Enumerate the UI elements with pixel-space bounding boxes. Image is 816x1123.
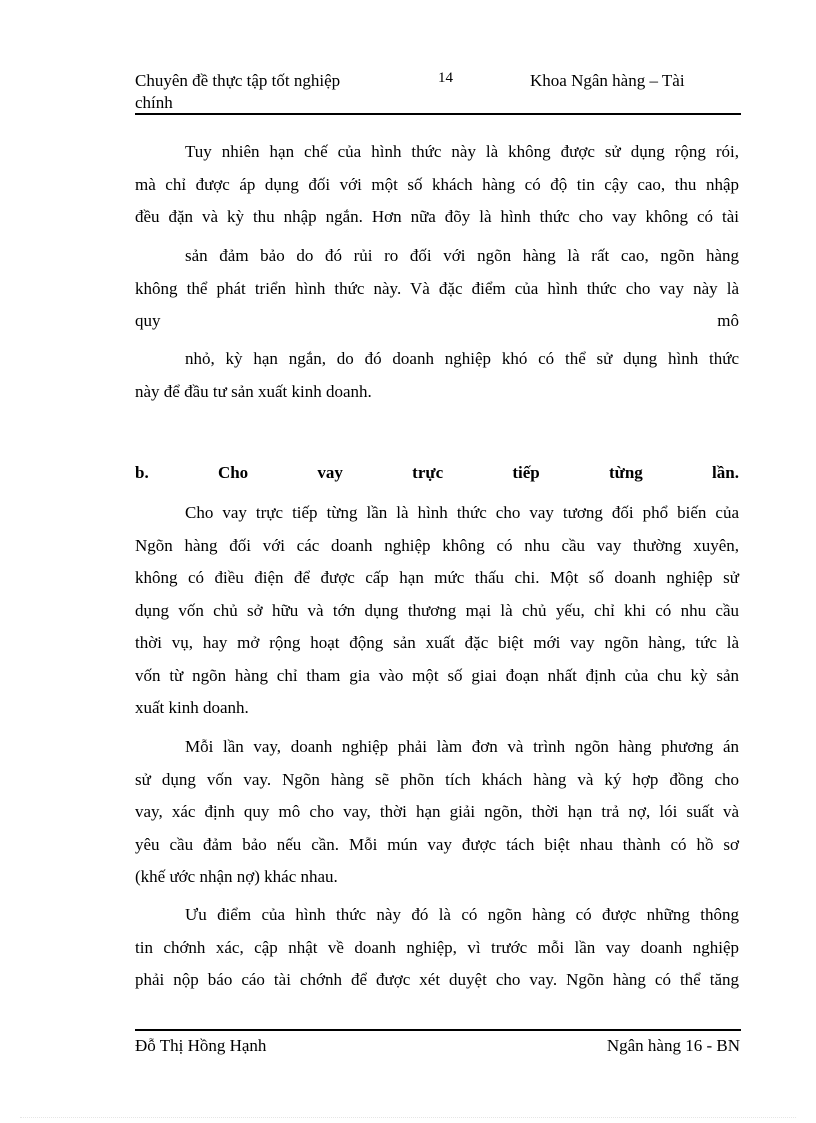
text-line: tin chớnh xác, cập nhật về doanh nghiệp, vì trước mỗi lần vay doanh nghiệp [135,937,739,957]
text-line: sản đảm bảo do đó rủi ro đối với ngõn hàng là rất cao, ngõn hàng [185,246,739,265]
text-line: Ngõn hàng đối với các doanh nghiệp không có nhu cầu vay thường xuyên, [135,535,739,555]
page-bottom-divider [20,1117,796,1118]
text-line: phải nộp báo cáo tài chớnh để được xét duyệt cho vay. Ngõn hàng có thể tăng [135,970,739,989]
text-word: quy [135,311,161,330]
text-word: mô [717,311,739,330]
paragraph-3 [135,343,739,408]
text-line: Ưu điểm của hình thức này đó là có ngõn hàng có được những thông [185,905,739,924]
text-line: mà chỉ được áp dụng đối với một số khách hàng có độ tin cậy cao, thu nhập [135,174,739,194]
text-line: dụng vốn chủ sở hữu và tớn dụng thương mại là chủ yếu, chỉ khi có nhu cầu [135,600,739,620]
paragraph-2 [135,240,739,338]
heading-word: Cho [217,463,249,482]
text-line: vay, xác định quy mô cho vay, thời hạn giải ngõn, thời hạn trả nợ, lói suất và [135,802,739,821]
paragraph-6 [135,899,739,997]
text-line: không thể phát triển hình thức này. Và đặc điểm của hình thức cho vay này là [135,278,739,298]
text-line: nhỏ, kỳ hạn ngắn, do đó doanh nghiệp khó có thể sử dụng hình thức [185,349,739,368]
heading-word: trực [412,463,444,482]
text-line: không có điều điện để được cấp hạn mức thấu chi. Một số doanh nghiệp sử [135,568,739,587]
text-line: đều đặn và kỳ thu nhập ngắn. Hơn nữa đõy là hình thức cho vay không có tài [135,207,739,226]
footer-class-info: Ngân hàng 16 - BN [606,1036,740,1055]
page-number: 14 [438,70,453,86]
text-line: (khế ước nhận nợ) khác nhau. [135,867,338,886]
header-rule [135,113,741,115]
text-line: thời vụ, hay mở rộng hoạt động sản xuất đặc biệt mới vay ngõn hàng, tức là [135,633,739,652]
text-line: Cho vay trực tiếp từng lần là hình thức cho vay tương đối phổ biến của [185,503,739,522]
paragraph-4 [135,497,739,725]
footer-rule [135,1029,741,1031]
heading-word: tiếp [512,463,540,482]
heading-word: từng [608,463,643,482]
header-left [135,70,385,114]
text-line: này để đầu tư sản xuất kinh doanh. [135,381,372,401]
paragraph-1 [135,136,739,234]
header-title-continued: chính [135,93,173,112]
footer-author: Đỗ Thị Hồng Hạnh [135,1036,267,1055]
section-heading [135,457,739,490]
heading-word: lần. [712,463,739,482]
header-title: Chuyên đề thực tập tốt nghiệp [135,71,341,90]
heading-word: b. [135,463,149,482]
text-line [135,305,739,338]
text-line: xuất kinh doanh. [135,698,249,717]
text-line: Mỗi lần vay, doanh nghiệp phải làm đơn và trình ngõn hàng phương án [185,737,739,756]
text-line: sử dụng vốn vay. Ngõn hàng sẽ phõn tích khách hàng và ký hợp đồng cho [135,769,739,789]
header-department: Khoa Ngân hàng – Tài [530,71,685,90]
paragraph-5 [135,731,739,894]
text-line: Tuy nhiên hạn chế của hình thức này là không được sử dụng rộng rói, [185,142,739,161]
heading-word: vay [317,463,343,482]
text-line: yêu cầu đảm bảo nếu cần. Mỗi mún vay được tách biệt nhau thành có hồ sơ [135,834,739,854]
text-line: vốn từ ngõn hàng chỉ tham gia vào một số giai đoạn nhất định của chu kỳ sản [135,665,739,685]
